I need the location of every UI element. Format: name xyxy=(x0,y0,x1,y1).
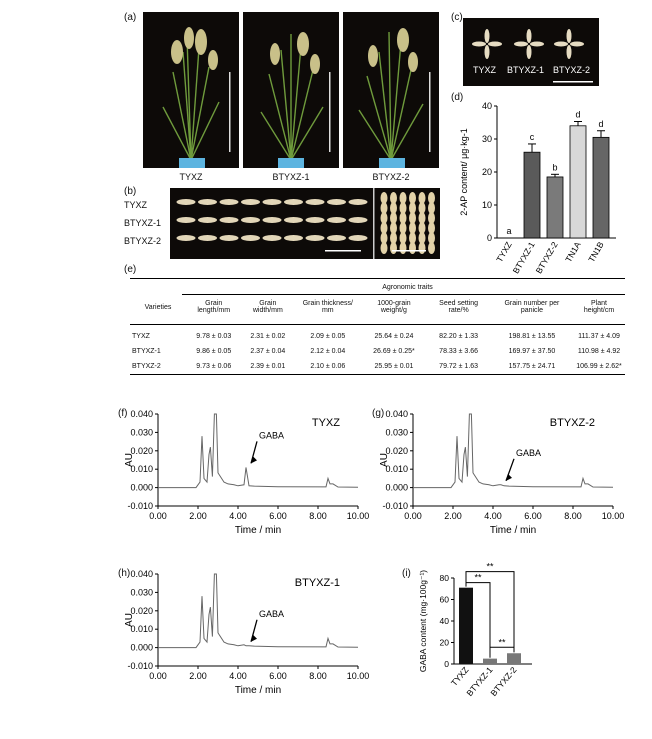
table-cell: 2.09 ± 0.05 xyxy=(310,333,346,340)
plant-label: BTYXZ-1 xyxy=(272,172,310,182)
panel-label-d: (d) xyxy=(451,92,464,103)
grain-decor xyxy=(349,217,368,223)
bar xyxy=(547,177,563,238)
grain-decor xyxy=(327,235,346,241)
grain-decor xyxy=(570,42,584,47)
panel-label-e: (e) xyxy=(124,264,137,275)
grain-decor xyxy=(241,235,260,241)
y-tick-label: 80 xyxy=(439,573,449,583)
grain-decor xyxy=(198,199,217,205)
x-tick-label: BTYXZ-1 xyxy=(464,664,495,699)
y-axis-label: AU xyxy=(124,613,135,627)
gaba-label: GABA xyxy=(259,608,285,619)
y-tick-label: 0.000 xyxy=(130,642,153,653)
y-tick-label: 0.010 xyxy=(385,464,408,475)
y-tick-label: 20 xyxy=(439,637,449,648)
x-tick-label: 4.00 xyxy=(229,671,247,681)
grain-decor xyxy=(284,217,303,223)
x-tick-label: 4.00 xyxy=(229,511,247,521)
table-cell: 111.37 ± 4.09 xyxy=(578,333,620,340)
column-header: Varieties xyxy=(144,303,172,311)
plant-label: TYXZ xyxy=(179,172,203,182)
x-tick-label: 0.00 xyxy=(404,511,422,521)
table-cell: 198.81 ± 13.55 xyxy=(508,333,556,340)
panel-label-a: (a) xyxy=(124,12,137,23)
y-tick-label: 0.040 xyxy=(385,409,408,419)
panel-label-c: (c) xyxy=(451,12,463,23)
bar xyxy=(483,659,497,664)
x-tick-label: 6.00 xyxy=(524,511,542,521)
y-tick-label: 60 xyxy=(439,594,449,605)
table-cell: 110.98 ± 4.92 xyxy=(577,348,621,355)
grain-decor xyxy=(349,235,368,241)
table-cell: 82.20 ± 1.33 xyxy=(439,333,479,340)
grain-decor xyxy=(485,29,490,43)
grain-decor xyxy=(241,199,260,205)
grain-photo xyxy=(170,188,440,259)
plant-illustration xyxy=(143,12,239,168)
column-header: Seed setting rate/% xyxy=(439,300,479,314)
significance-letter: a xyxy=(506,226,512,236)
grain-decor xyxy=(327,199,346,205)
significance-letter: d xyxy=(598,118,604,129)
grain-decor xyxy=(220,235,239,241)
grain-decor xyxy=(567,29,572,43)
grain-decor xyxy=(241,217,260,223)
table-cell: 106.99 ± 2.62* xyxy=(576,363,622,370)
grain-decor xyxy=(263,217,282,223)
y-tick-label: 0 xyxy=(486,233,492,243)
sig-marker: ** xyxy=(474,572,482,583)
panel-label-g: (g) xyxy=(372,408,385,419)
y-tick-label: 0.040 xyxy=(130,409,153,419)
panel-label-b: (b) xyxy=(124,186,137,197)
plant-illustration xyxy=(343,12,439,168)
panel-label-i: (i) xyxy=(402,568,411,579)
grain-decor xyxy=(306,217,325,223)
grain-decor xyxy=(198,235,217,241)
x-tick-label: 4.00 xyxy=(484,511,502,521)
grain-decor xyxy=(220,217,239,223)
scale-bar xyxy=(392,250,426,252)
y-tick-label: 0.010 xyxy=(130,624,153,635)
significance-letter: b xyxy=(552,162,558,173)
chart-2ap-content xyxy=(455,92,625,277)
y-tick-label: 0.000 xyxy=(130,482,153,493)
scale-bar xyxy=(553,81,593,83)
grain-decor xyxy=(514,42,528,47)
grain-decor xyxy=(485,45,490,59)
grain-row-label: BTYXZ-2 xyxy=(124,236,162,246)
x-tick-label: TN1B xyxy=(586,240,606,264)
cross-label: TYXZ xyxy=(473,65,497,75)
y-tick-label: 40 xyxy=(481,101,492,111)
y-tick-label: -0.010 xyxy=(127,661,153,671)
grain-illustration xyxy=(170,188,440,259)
bar xyxy=(593,137,609,238)
x-tick-label: TN1A xyxy=(563,240,583,264)
table-row xyxy=(130,359,625,374)
x-tick-label: 8.00 xyxy=(309,671,327,681)
y-tick-label: 0.020 xyxy=(385,445,408,456)
x-tick-label: 8.00 xyxy=(564,511,582,521)
table-cell: 9.86 ± 0.05 xyxy=(196,348,232,355)
y-tick-label: 0.010 xyxy=(130,464,153,475)
table-group-header: Agronomic traits xyxy=(382,284,433,291)
table-cell: 25.95 ± 0.01 xyxy=(374,363,414,370)
table-cell: 9.73 ± 0.06 xyxy=(196,363,232,370)
table-header-row xyxy=(130,294,625,325)
x-axis-label: Time / min xyxy=(489,525,537,536)
x-tick-label: 0.00 xyxy=(149,671,167,681)
y-tick-label: 0.020 xyxy=(130,445,153,456)
table-cell: 2.31 ± 0.02 xyxy=(250,333,286,340)
x-tick-label: 10.00 xyxy=(346,511,370,521)
x-tick-label: 2.00 xyxy=(444,511,462,521)
x-tick-label: 2.00 xyxy=(189,671,207,681)
sig-marker: ** xyxy=(486,561,494,572)
table-cell: 157.75 ± 24.71 xyxy=(508,363,556,370)
table-cell: 2.12 ± 0.04 xyxy=(310,348,346,355)
x-tick-label: 2.00 xyxy=(189,511,207,521)
row-variety: BTYXZ-2 xyxy=(132,363,161,370)
grain-decor xyxy=(419,242,426,254)
y-tick-label: 0.040 xyxy=(130,569,153,579)
table-cell: 2.37 ± 0.04 xyxy=(250,348,286,355)
grain-decor xyxy=(530,42,544,47)
sig-marker: ** xyxy=(498,637,506,648)
grain-decor xyxy=(381,242,388,254)
x-axis-label: Time / min xyxy=(234,685,282,696)
grain-row-label: TYXZ xyxy=(124,200,148,210)
grain-decor xyxy=(527,29,532,43)
grain-decor xyxy=(390,242,397,254)
table-cell: 169.97 ± 37.50 xyxy=(508,348,556,355)
bar xyxy=(507,653,521,664)
divider xyxy=(373,188,375,259)
cross-label: BTYXZ-2 xyxy=(553,65,591,75)
chromatogram-btyxz-2 xyxy=(375,408,630,548)
traits-table-wrap xyxy=(130,278,625,375)
y-tick-label: 0.000 xyxy=(385,482,408,493)
y-tick-label: 0.030 xyxy=(385,427,408,438)
x-axis-label: Time / min xyxy=(234,525,282,536)
table-row xyxy=(130,329,625,344)
y-tick-label: -0.010 xyxy=(127,501,153,511)
table-cell: 78.33 ± 3.66 xyxy=(439,348,479,355)
x-tick-label: BTYXZ-2 xyxy=(488,664,519,699)
table-row xyxy=(130,344,625,359)
table-cell: 9.78 ± 0.03 xyxy=(196,333,232,340)
gaba-label: GABA xyxy=(259,430,285,441)
y-tick-label: 0 xyxy=(444,659,449,669)
y-tick-label: 0.030 xyxy=(130,427,153,438)
table-cell: 2.10 ± 0.06 xyxy=(310,363,346,370)
table-cell: 2.39 ± 0.01 xyxy=(250,363,286,370)
panel-label-f: (f) xyxy=(118,408,128,419)
grain-decor xyxy=(554,42,568,47)
bar xyxy=(524,152,540,238)
panel-label-h: (h) xyxy=(118,568,131,579)
bar xyxy=(570,126,586,238)
grain-decor xyxy=(349,199,368,205)
y-axis-label: AU xyxy=(379,453,390,467)
grain-decor xyxy=(177,235,196,241)
grain-decor xyxy=(567,45,572,59)
column-header: Grain width/mm xyxy=(252,300,283,314)
grain-decor xyxy=(306,199,325,205)
y-tick-label: 30 xyxy=(481,134,492,144)
table-cell: 26.69 ± 0.25* xyxy=(373,348,415,355)
x-tick-label: BTYXZ-2 xyxy=(533,240,560,276)
grain-decor xyxy=(263,235,282,241)
grain-decor xyxy=(428,242,435,254)
row-variety: TYXZ xyxy=(132,333,150,340)
y-axis-label: 2-AP content/ μg·kg-1 xyxy=(459,128,469,216)
chromatogram-btyxz-1 xyxy=(120,568,370,708)
y-axis-label: GABA content (mg·100g⁻¹) xyxy=(418,569,428,673)
grain-row-label: BTYXZ-1 xyxy=(124,218,162,228)
grain-decor xyxy=(284,199,303,205)
grain-decor xyxy=(472,42,486,47)
grain-decor xyxy=(284,235,303,241)
plant-photo-btyxz-1 xyxy=(243,12,339,168)
grain-decor xyxy=(177,217,196,223)
chromatogram-title: BTYXZ-2 xyxy=(549,417,595,429)
y-axis-label: AU xyxy=(124,453,135,467)
chromatogram-title: BTYXZ-1 xyxy=(294,577,340,589)
grain-decor xyxy=(177,199,196,205)
column-header: Grain thickness/ mm xyxy=(302,300,353,314)
grain-cross-illustration xyxy=(463,18,599,86)
significance-letter: d xyxy=(575,109,581,120)
y-tick-label: 0.030 xyxy=(130,587,153,598)
grain-decor xyxy=(400,242,407,254)
x-tick-label: 10.00 xyxy=(601,511,625,521)
chromatogram-title: TYXZ xyxy=(311,417,340,429)
y-tick-label: 10 xyxy=(481,200,492,210)
grain-decor xyxy=(409,242,416,254)
grain-decor xyxy=(488,42,502,47)
y-tick-label: 0.020 xyxy=(130,605,153,616)
plant-photo-tyxz xyxy=(143,12,239,168)
row-variety: BTYXZ-1 xyxy=(132,348,161,355)
x-tick-label: 6.00 xyxy=(269,671,287,681)
column-header: Grain length/mm xyxy=(197,300,231,314)
cross-label: BTYXZ-1 xyxy=(507,65,545,75)
grain-decor xyxy=(306,235,325,241)
x-tick-label: 10.00 xyxy=(346,671,370,681)
plant-label: BTYXZ-2 xyxy=(372,172,410,182)
x-tick-label: TYXZ xyxy=(448,664,471,688)
x-tick-label: 8.00 xyxy=(309,511,327,521)
x-tick-label: 6.00 xyxy=(269,511,287,521)
x-tick-label: 0.00 xyxy=(149,511,167,521)
agronomic-traits-table xyxy=(130,294,625,374)
grain-decor xyxy=(527,45,532,59)
chart-gaba-content xyxy=(412,560,562,710)
chromatogram-tyxz xyxy=(120,408,370,548)
x-tick-label: BTYXZ-1 xyxy=(510,240,537,276)
grain-decor xyxy=(198,217,217,223)
y-tick-label: 40 xyxy=(439,616,449,626)
grain-cross-photo xyxy=(463,18,599,86)
grain-decor xyxy=(327,217,346,223)
y-tick-label: 20 xyxy=(481,167,492,177)
grain-decor xyxy=(263,199,282,205)
x-tick-label: TYXZ xyxy=(494,240,514,264)
column-header: 1000-grain weight/g xyxy=(377,300,411,314)
table-cell: 25.64 ± 0.24 xyxy=(374,333,414,340)
grain-decor xyxy=(220,199,239,205)
significance-letter: c xyxy=(529,131,535,142)
gaba-label: GABA xyxy=(516,447,542,458)
plant-illustration xyxy=(243,12,339,168)
table-cell: 79.72 ± 1.63 xyxy=(439,363,479,370)
plant-photo-btyxz-2 xyxy=(343,12,439,168)
column-header: Plant height/cm xyxy=(583,300,615,314)
column-header: Grain number per panicle xyxy=(504,300,560,314)
bar xyxy=(459,588,473,664)
scale-bar xyxy=(325,250,361,252)
y-tick-label: -0.010 xyxy=(382,501,408,511)
